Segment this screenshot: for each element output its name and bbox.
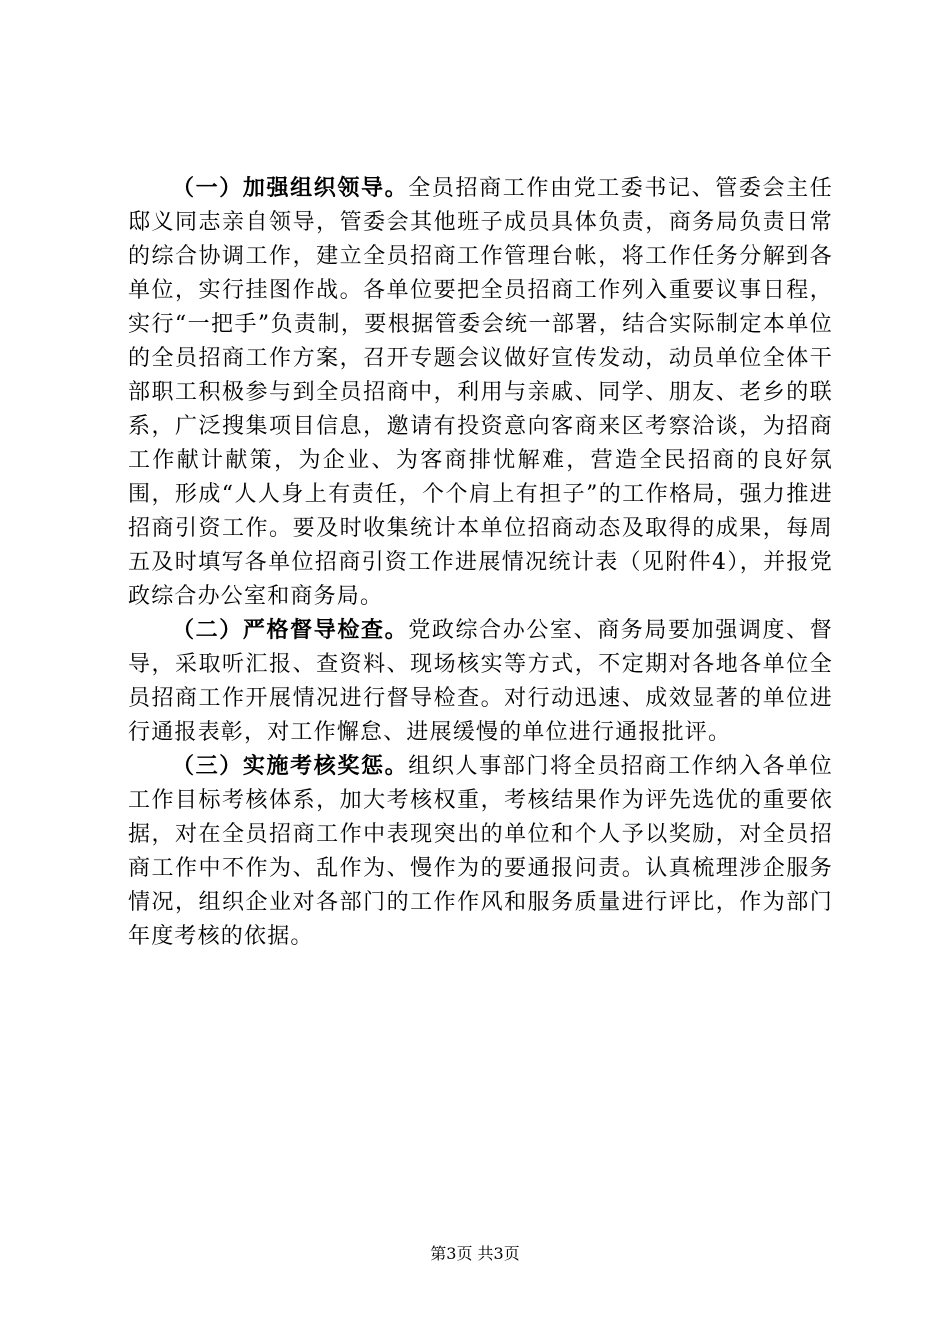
document-body [128, 172, 833, 954]
section-heading: （三）实施考核奖惩。 [172, 754, 409, 779]
paragraph-strengthen-leadership [128, 172, 833, 614]
section-body: 党政综合办公室、商务局要加强调度、督导，采取听汇报、查资料、现场核实等方式，不定期对各地各单位全员招商工作开展情况进行督导检查。对行动迅速、成效显著的单位进行通报表彰，对工作懈怠、进展缓慢的单位进行通报批评。 [128, 618, 833, 745]
page-number-footer: 第3页 共3页 [430, 1244, 520, 1263]
section-body: 组织人事部门将全员招商工作纳入各单位工作目标考核体系，加大考核权重，考核结果作为评先选优的重要依据，对在全员招商工作中表现突出的单位和个人予以奖励，对全员招商工作中不作为、乱作为、慢作为的要通报问责。认真梳理涉企服务情况，组织企业对各部门的工作作风和服务质量进行评比，作为部门年度考核的依据。 [128, 754, 833, 949]
paragraph-supervision [128, 614, 833, 750]
section-heading: （一）加强组织领导。 [172, 176, 409, 201]
paragraph-assessment [128, 750, 833, 954]
section-heading: （二）严格督导检查。 [172, 618, 409, 643]
section-body: 全员招商工作由党工委书记、管委会主任邸义同志亲自领导，管委会其他班子成员具体负责，商务局负责日常的综合协调工作，建立全员招商工作管理台帐，将工作任务分解到各单位，实行挂图作战。各单位要把全员招商工作列入重要议事日程，实行“一把手”负责制，要根据管委会统一部署，结合实际制定本单位的全员招商工作方案，召开专题会议做好宣传发动，动员单位全体干部职工积极参与到全员招商中，利用与亲戚、同学、朋友、老乡的联系，广泛搜集项目信息，邀请有投资意向客商来区考察洽谈，为招商工作献计献策，为企业、为客商排忧解难，营造全民招商的良好氛围，形成“人人身上有责任，个个肩上有担子”的工作格局，强力推进招商引资工作。要及时收集统计本单位招商动态及取得的成果，每周五及时填写各单位招商引资工作进展情况统计表（见附件4），并报党政综合办公室和商务局。 [128, 176, 833, 609]
